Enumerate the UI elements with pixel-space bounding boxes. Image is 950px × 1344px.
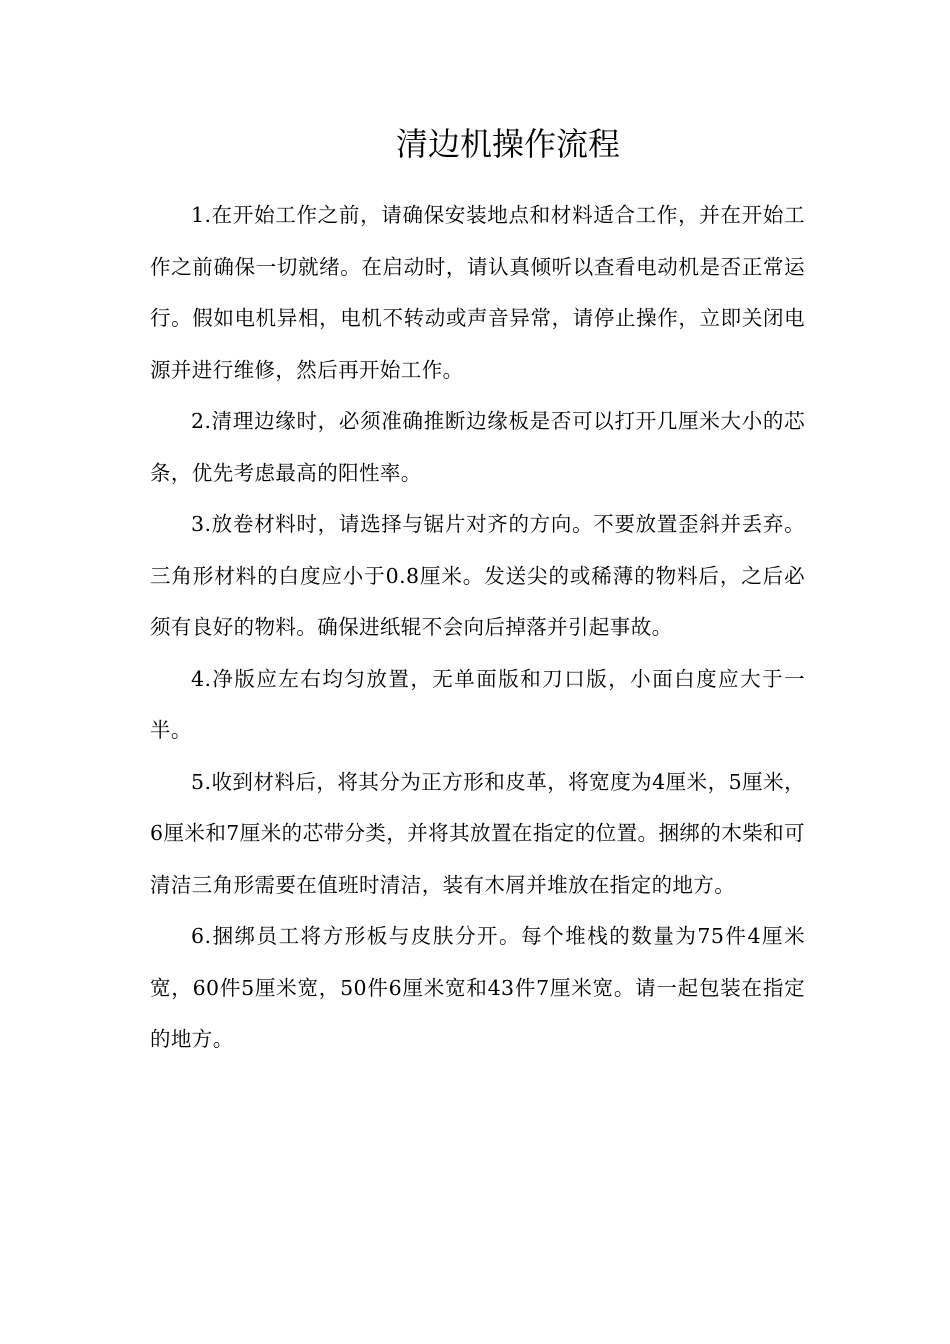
paragraph-1: 1.在开始工作之前，请确保安装地点和材料适合工作，并在开始工作之前确保一切就绪。在启动时，请认真倾听以查看电动机是否正常运行。假如电机异相，电机不转动或声音异常，请停止操作，立即关闭电源并进行维修，然后再开始工作。	[150, 203, 805, 382]
document-body	[150, 190, 805, 1066]
paragraph-5: 5.收到材料后，将其分为正方形和皮革，将宽度为4厘米，5厘米，6厘米和7厘米的芯带分类，并将其放置在指定的位置。捆绑的木柴和可清洁三角形需要在值班时清洁，装有木屑并堆放在指定的地方。	[150, 769, 805, 897]
document-title: 清边机操作流程	[395, 125, 620, 163]
paragraph-2: 2.清理边缘时，必须准确推断边缘板是否可以打开几厘米大小的芯条，优先考虑最高的阳性率。	[150, 409, 805, 485]
paragraph-6: 6.捆绑员工将方形板与皮肤分开。每个堆栈的数量为75件4厘米宽，60件5厘米宽，50件6厘米宽和43件7厘米宽。请一起包装在指定的地方。	[150, 924, 805, 1051]
paragraph-3: 3.放卷材料时，请选择与锯片对齐的方向。不要放置歪斜并丢弃。三角形材料的白度应小于0.8厘米。发送尖的或稀薄的物料后，之后必须有良好的物料。确保进纸辊不会向后掉落并引起事故。	[150, 512, 805, 639]
paragraph-4: 4.净版应左右均匀放置，无单面版和刀口版，小面白度应大于一半。	[150, 666, 805, 742]
